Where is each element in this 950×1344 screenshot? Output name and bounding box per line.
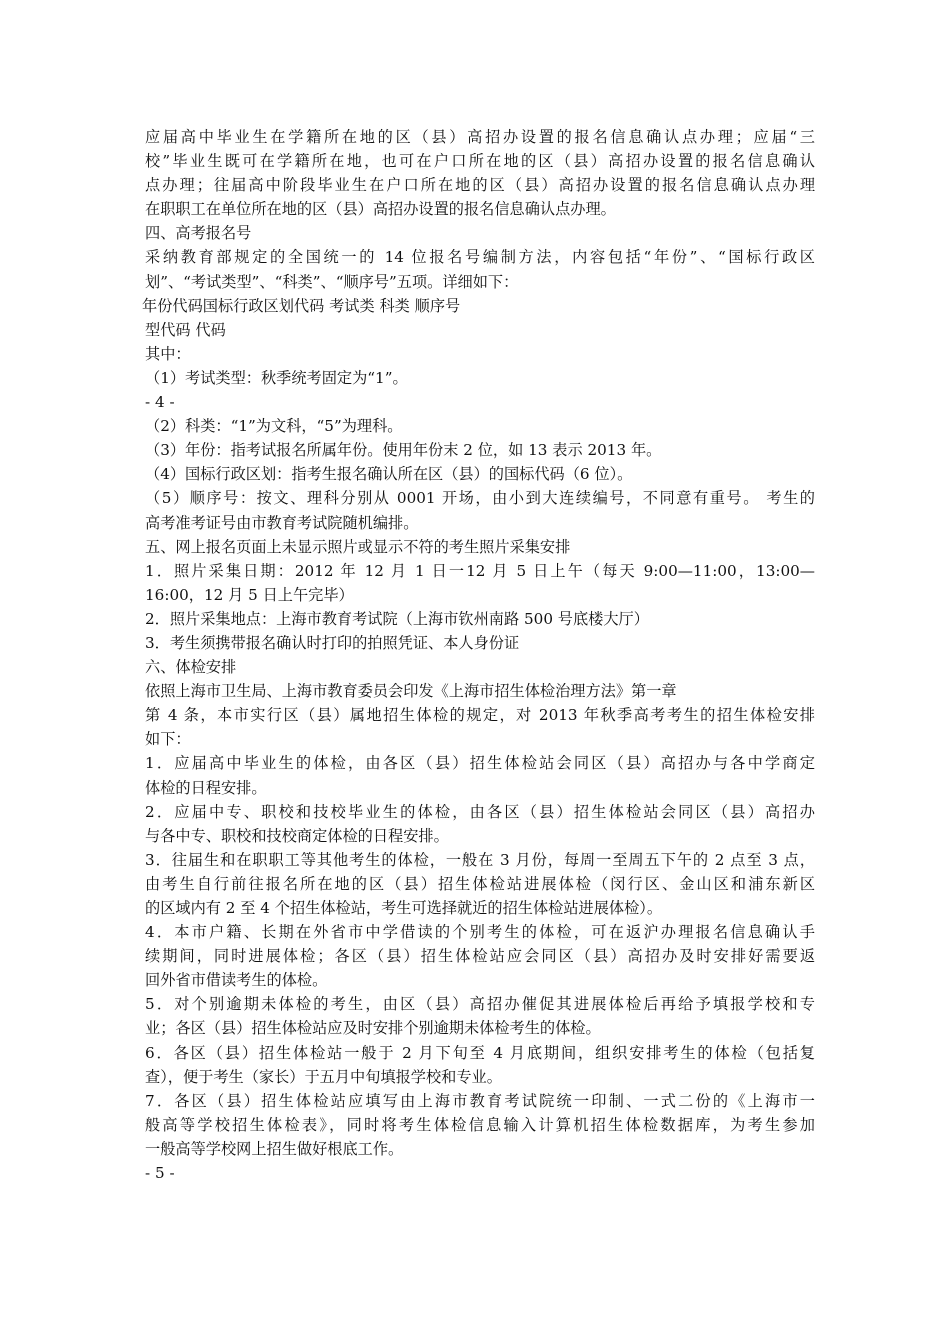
text-line: 的区域内有 2 至 4 个招生体检站，考生可选择就近的招生体检站进展体检）。 xyxy=(145,899,663,917)
text-line: 采纳教育部规定的全国统一的 14 位报名号编制方法，内容包括“年份”、“国标行政区 xyxy=(145,248,815,267)
text-line: 回外省市借读考生的体检。 xyxy=(145,971,328,990)
text-line: 第 4 条，本市实行区（县）属地招生体检的规定，对 2013 年秋季高考考生的招生体检安排 xyxy=(145,706,815,725)
document-page xyxy=(142,125,815,1185)
text-line: 型代码 代码 xyxy=(145,320,226,339)
text-line: 1．照片采集日期：2012 年 12 月 1 日一12 月 5 日上午（每天 9:00—11:00，13:00— xyxy=(145,561,815,580)
text-line: 年份代码国标行政区划代码 考试类 科类 顺序号 xyxy=(142,296,461,315)
text-line: 点办理；往届高中阶段毕业生在户口所在地的区（县）高招办设置的报名信息确认点办理 xyxy=(145,176,815,195)
text-line: 一般高等学校网上招生做好根底工作。 xyxy=(145,1139,404,1158)
text-line: 7．各区（县）招生体检站应填写由上海市教育考试院统一印制、一式二份的《上海市一 xyxy=(145,1091,815,1110)
text-line: 2．照片采集地点：上海市教育考试院（上海市钦州南路 500 号底楼大厅） xyxy=(145,609,649,628)
text-line: 1．应届高中毕业生的体检，由各区（县）招生体检站会同区（县）高招办与各中学商定 xyxy=(145,754,815,773)
text-line: （2）科类：“1”为文科，“5”为理科。 xyxy=(145,417,403,436)
text-line: 业；各区（县）招生体检站应及时安排个别逾期未体检考生的体检。 xyxy=(145,1019,601,1038)
text-line: （4）国标行政区划：指考生报名确认所在区（县）的国标代码（6 位）。 xyxy=(145,465,633,484)
text-line: - 5 - xyxy=(145,1164,175,1183)
text-line: 体检的日程安排。 xyxy=(145,778,267,797)
text-line: 五、网上报名页面上未显示照片或显示不符的考生照片采集安排 xyxy=(145,537,571,556)
text-line: 3．往届生和在职职工等其他考生的体检，一般在 3 月份，每周一至周五下午的 2 点至 3 点， xyxy=(145,850,815,869)
text-line: 如下： xyxy=(145,730,191,749)
text-line: 在职职工在单位所在地的区（县）高招办设置的报名信息确认点办理。 xyxy=(145,200,616,219)
text-line: 高考准考证号由市教育考试院随机编排。 xyxy=(145,513,419,532)
text-line: 依照上海市卫生局、上海市教育委员会印发《上海市招生体检治理方法》第一章 xyxy=(145,682,677,701)
text-line: 查），便于考生（家长）于五月中旬填报学校和专业。 xyxy=(145,1067,502,1086)
text-line: 其中： xyxy=(145,344,191,363)
text-line: 4．本市户籍、长期在外省市中学借读的个别考生的体检，可在返沪办理报名信息确认手 xyxy=(145,923,815,942)
text-line: 划”、“考试类型”、“科类”、“顺序号”五项。详细如下： xyxy=(145,272,519,291)
text-line: （3）年份：指考试报名所属年份。使用年份末 2 位，如 13 表示 2013 年。 xyxy=(145,441,662,460)
text-line: 与各中专、职校和技校商定体检的日程安排。 xyxy=(145,826,449,845)
text-line: 六、体检安排 xyxy=(145,658,237,677)
text-line: 16:00，12 月 5 日上午完毕） xyxy=(145,585,354,604)
text-line: 6．各区（县）招生体检站一般于 2 月下旬至 4 月底期间，组织安排考生的体检（包括复 xyxy=(145,1043,815,1062)
text-line: - 4 - xyxy=(145,393,175,412)
text-line: 3．考生须携带报名确认时打印的拍照凭证、本人身份证 xyxy=(145,633,520,652)
text-line: （5）顺序号：按文、理科分别从 0001 开场，由小到大连续编号，不同意有重号。 考生的 xyxy=(145,489,815,508)
text-line: 四、高考报名号 xyxy=(145,224,252,243)
text-line: 由考生自行前往报名所在地的区（县）招生体检站进展体检（闵行区、金山区和浦东新区 xyxy=(145,874,815,893)
text-line: 般高等学校招生体检表》，同时将考生体检信息输入计算机招生体检数据库，为考生参加 xyxy=(145,1115,815,1134)
text-line: 2．应届中专、职校和技校毕业生的体检，由各区（县）招生体检站会同区（县）高招办 xyxy=(145,802,815,821)
text-line: 续期间，同时进展体检；各区（县）招生体检站应会同区（县）高招办及时安排好需要返 xyxy=(145,947,815,966)
text-line: 应届高中毕业生在学籍所在地的区（县）高招办设置的报名信息确认点办理；应届“三 xyxy=(145,128,815,146)
text-line: 5．对个别逾期未体检的考生，由区（县）高招办催促其进展体检后再给予填报学校和专 xyxy=(145,995,815,1014)
text-line: （1）考试类型：秋季统考固定为“1”。 xyxy=(145,368,408,387)
text-line: 校”毕业生既可在学籍所在地，也可在户口所在地的区（县）高招办设置的报名信息确认 xyxy=(145,152,815,171)
